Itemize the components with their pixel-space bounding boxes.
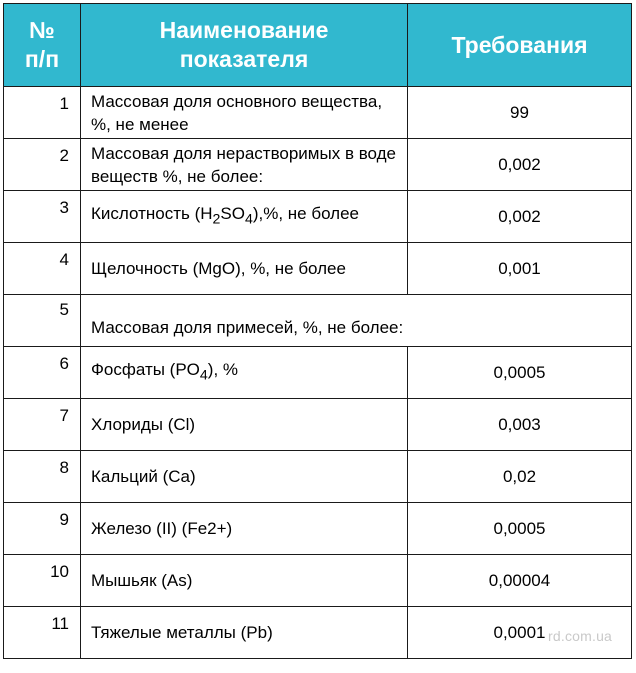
name-text: Массовая доля примесей, %, не более: [91, 318, 404, 337]
row-number: 5 [4, 295, 81, 347]
name-text: ), % [207, 359, 239, 379]
indicator-name [81, 191, 408, 243]
table-row [4, 243, 632, 295]
name-text: Массовая доля основного вещества, %, не менее [91, 91, 383, 134]
watermark: rd.com.ua [548, 628, 613, 644]
header-name [81, 4, 408, 87]
requirement-value: 0,0005 [408, 347, 632, 399]
row-number: 2 [4, 139, 81, 191]
requirement-value: 0,002 [408, 139, 632, 191]
row-number: 8 [4, 451, 81, 503]
table-row [4, 139, 632, 191]
indicator-name [81, 87, 408, 139]
indicator-name [81, 139, 408, 191]
indicator-name [81, 347, 408, 399]
indicator-name-merged [81, 295, 632, 347]
name-text: Кальций (Ca) [91, 467, 196, 486]
name-text: Мышьяк (As) [91, 571, 193, 590]
table-row [4, 399, 632, 451]
header-requirements: Требования [408, 4, 632, 87]
header-row [4, 4, 632, 87]
row-number: 9 [4, 503, 81, 555]
requirement-value: 0,00004 [408, 555, 632, 607]
row-number: 10 [4, 555, 81, 607]
indicator-name [81, 607, 408, 659]
table-row [4, 347, 632, 399]
table-row [4, 607, 632, 659]
table-row [4, 191, 632, 243]
name-text: Тяжелые металлы (Pb) [91, 623, 273, 642]
name-text: Железо (II) (Fe2+) [91, 519, 233, 538]
header-name-line2: показателя [179, 46, 309, 72]
requirement-value: 0,02 [408, 451, 632, 503]
row-number: 3 [4, 191, 81, 243]
name-text: ),%, не более [252, 203, 360, 223]
header-num-line2: п/п [24, 46, 60, 72]
header-num-line1: № [29, 17, 55, 43]
indicator-name [81, 243, 408, 295]
subscript: 4 [199, 367, 208, 384]
row-number: 11 [4, 607, 81, 659]
indicator-name [81, 503, 408, 555]
table-row [4, 503, 632, 555]
requirement-value: 0,0001 [408, 607, 632, 659]
name-text: Кислотность (H [91, 203, 213, 223]
subscript: 2 [212, 211, 221, 228]
indicator-name [81, 451, 408, 503]
table-row [4, 87, 632, 139]
header-name-line1: Наименование [159, 17, 329, 43]
table-row [4, 295, 632, 347]
requirement-value: 0,0005 [408, 503, 632, 555]
row-number: 4 [4, 243, 81, 295]
name-text: SO [220, 203, 245, 223]
row-number: 7 [4, 399, 81, 451]
row-number: 1 [4, 87, 81, 139]
indicator-name [81, 555, 408, 607]
name-text: Хлориды (Cl) [91, 415, 196, 434]
indicator-name [81, 399, 408, 451]
table-row [4, 451, 632, 503]
header-num [4, 4, 81, 87]
requirement-value: 0,002 [408, 191, 632, 243]
subscript: 4 [244, 211, 253, 228]
requirement-value: 0,003 [408, 399, 632, 451]
requirement-value: 99 [408, 87, 632, 139]
requirement-value: 0,001 [408, 243, 632, 295]
name-text: Щелочность (MgO), %, не более [91, 259, 346, 278]
specification-table [3, 3, 632, 659]
table-row [4, 555, 632, 607]
row-number: 6 [4, 347, 81, 399]
name-text: Фосфаты (PO [91, 359, 200, 379]
name-text: Массовая доля нерастворимых в воде веществ %, не более: [91, 143, 396, 186]
